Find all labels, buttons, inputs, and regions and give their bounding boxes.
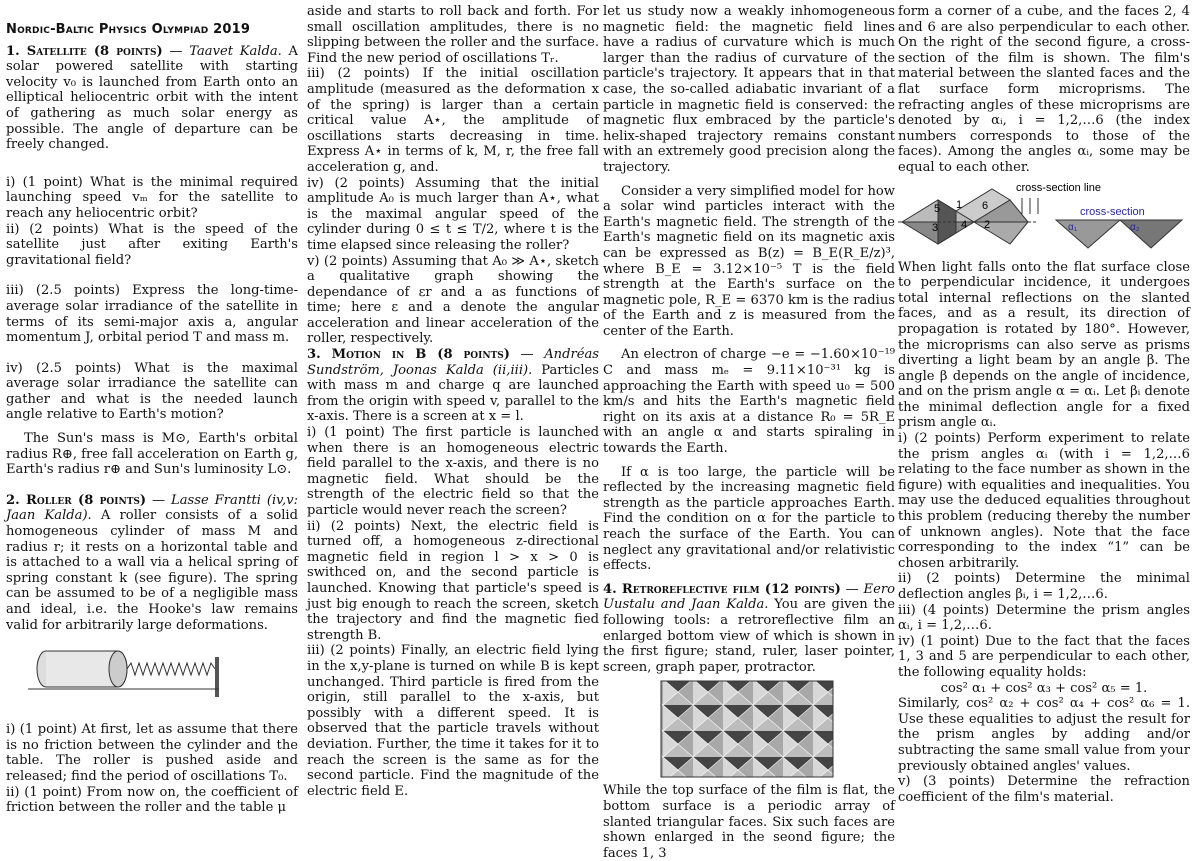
retroreflective-film-figure [603, 679, 895, 779]
problem-4-film-description: While the top surface of the film is flat, the bottom surface is a periodic array of slanted triangular faces. Six such faces are shown enlarged in the seond figure; the faces 1, 3 [603, 783, 895, 861]
problem-4-intro [603, 582, 895, 676]
problem-3-text: Particles with mass m and charge q are launched from the origin with speed v, parallel to the x-axis. There is a screen at x = l. [307, 362, 600, 425]
face-3-label: 3 [932, 221, 939, 234]
column-3 [603, 4, 895, 861]
alpha-1-label: α₁ [1068, 221, 1078, 233]
problem-1-author: — Taavet Kalda. [162, 43, 282, 59]
problem-1-text: A solar powered satellite with starting velocity v₀ is launched from Earth onto an elliptical heliocentric orbit with the intent of gathering as much solar energy as possible. The angle of departure can be freely changed. [6, 43, 299, 153]
problem-4-title: 4. Retroreflective film (12 points) [603, 581, 841, 597]
column-1 [6, 4, 298, 816]
cross-section-line-label: cross-section line [1016, 181, 1101, 194]
problem-2-title: 2. Roller (8 points) [6, 492, 147, 508]
problem-2-q-ii: ii) (1 point) From now on, the coefficient of friction between the roller and the table μ [6, 784, 298, 816]
problem-4-text: You are given the following tools: a retroreflective film an enlarged bottom view of which is shown in the first figure; stand, ruler, laser pointer, screen, graph paper, protractor. [603, 597, 895, 675]
problem-4-q-iv: iv) (1 point) Due to the fact that the faces 1, 3 and 5 are perpendicular to each other, the following equality holds: [898, 633, 1190, 680]
problem-3-q-ii: ii) (2 points) Next, the electric field is turned off, a homogeneous z-directional magnetic field in region l > x > 0 is swithced on, and the second particle is launched. Knowing that particle's speed is just big enough to reach the screen, sketch the trajectory and find the magnetic fied strength B. [307, 518, 599, 643]
roller-figure [6, 637, 298, 703]
column-2 [307, 4, 599, 799]
problem-4-prisms: When light falls onto the flat surface close to perpendicular incidence, it undergoes total internal reflections on the slanted faces, and as a result, its direction of propagation is rotated by 180°. However, the microprisms can also serve as prisms diverting a light beam by an angle β. The angle β depends on the angle of incidence, and on the prism angle α = αᵢ. Let βᵢ denote the minimal deflection angle for a fixed prism angle αᵢ. [898, 259, 1190, 431]
problem-4-similarly: Similarly, cos² α₂ + cos² α₄ + cos² α₆ = 1. Use these equalities to adjust the result for the prism angles by adding and/or subtracting the same small value from your previously obtained angles' values. [898, 696, 1190, 774]
problem-3-q-iii: iii) (2 points) Finally, an electric field lying in the x,y-plane is turned on while B is kept unchanged. Third particle is fired from the origin, still parallel to the x-axis, but possibly with a different speed. It is observed that the particle travels without deviation. Further, the time it takes for it to reach the screen is the same as for the second particle. Find the magnitude of the electric field E. [307, 643, 599, 799]
problem-4-equation: cos² α₁ + cos² α₃ + cos² α₅ = 1. [940, 680, 1148, 696]
problem-3-title: 3. Motion in B (8 points) [307, 347, 510, 363]
face-4-label: 4 [961, 218, 968, 231]
alpha-2-label: α₂ [1130, 221, 1140, 233]
problem-4-faces: form a corner of a cube, and the faces 2, 4 and 6 are also perpendicular to each other. On the right of the second figure, a cross-section of the film is shown. The film's material between the slanted faces and the flat surface form microprisms. The refracting angles of these microprisms are denoted by αᵢ, i = 1,2,…6 (the index numbers corresponds to those of the faces). Among the angles αᵢ, some may be equal to each other. [898, 4, 1190, 175]
face-2-label: 2 [984, 218, 991, 231]
problem-1-title: 1. Satellite (8 points) [6, 43, 163, 59]
problem-1-intro [6, 44, 298, 153]
problem-4-q-i: i) (2 points) Perform experiment to relate the prism angles αᵢ (with i = 1,2,…6 relating to the face number as shown in the figure) with equalities and inequalities. You may use the deduced equalities throughout this problem (reducing thereby the number of unknown angles). Note that the face corresponding to the index “1” can be chosen arbitrarily. [898, 431, 1190, 571]
problem-1-q-ii: ii) (2 points) What is the speed of the satellite just after exiting Earth's gravitational field? [6, 221, 298, 268]
problem-2-text: A roller consists of a solid homogeneous cylinder of mass M and radius r; it rests on a horizontal table and is attached to a wall via a helical spring of spring constant k (see figure). The spring can be assumed to be of a negligible mass and ideal, i.e. the Hooke's law remains valid for arbitrarily large deformations. [6, 508, 298, 633]
problem-3-author: — Andréas Sundström, Joonas Kalda (ii,iii). [307, 347, 599, 378]
problem-2-q-iii: iii) (2 points) If the initial oscillation amplitude (measured as the deformation x of the spring) is larger than a certain critical value A⋆, the amplitude of oscillations starts decreasing in time. Express A⋆ in terms of k, M, r, the free fall acceleration g, and. [307, 66, 599, 175]
problem-4-q-v: v) (3 points) Determine the refraction coefficient of the film's material. [898, 774, 1190, 805]
problem-2-cont: aside and starts to roll back and forth. For small oscillation amplitudes, there is no slipping between the roller and the surface. Find the new period of oscillations Tᵣ. [307, 4, 599, 66]
column-4 [898, 4, 1190, 805]
problem-2-q-iv: iv) (2 points) Assuming that the initial amplitude A₀ is much larger than A⋆, what is the maximal angular speed of the cylinder during 0 ≤ t ≤ T/2, where t is the time elapsed since releasing the roller? [307, 175, 599, 253]
problem-3-theory: let us study now a weakly inhomogeneous magnetic field: the magnetic field lines have a radius of curvature which is much larger than the radius of curvature of the particle's trajectory. It appears that in that case, the so-called adiabatic invariant of a particle in magnetic field is conserved: the magnetic flux embraced by the particle's helix-shaped trajectory remains constant with an extremely good precision along the trajectory. [603, 4, 895, 175]
cross-section-label: cross-section [1080, 205, 1145, 218]
problem-4-q-ii: ii) (2 points) Determine the minimal deflection angles βᵢ, i = 1,2,…6. [898, 571, 1190, 602]
problem-3-electron: An electron of charge −e = −1.60×10⁻¹⁹ C and mass mₑ = 9.11×10⁻³¹ kg is approaching the Earth with speed u₀ = 500 km/s and hits the Earth's magnetic field right on its axis at a distance R₀ = 5R_E with an angle α and starts spiraling in towards the Earth. [603, 347, 895, 457]
problem-3-question: If α is too large, the particle will be reflected by the increasing magnetic field strength as the particle approaches Earth. Find the condition on α for the particle to reach the surface of the Earth. You can neglect any gravitational and/or relativistic effects. [603, 464, 895, 574]
problem-4-author: — Eero Uustalu and Jaan Kalda. [603, 581, 895, 613]
problem-1-q-iii: iii) (2.5 points) Express the long-time-average solar irradiance of the satellite in terms of its semi-major axis a, angular momentum J, orbital period T and mass m. [6, 283, 298, 346]
problem-2-q-i: i) (1 point) At first, let as assume that there is no friction between the cylinder and the table. The roller is pushed aside and released; find the period of oscillations T₀. [6, 722, 298, 784]
face-1-label: 1 [956, 198, 963, 211]
problem-3-intro [307, 347, 599, 425]
problem-1-q-i: i) (1 point) What is the minimal required launching speed vₘ for the satellite to reach any heliocentric orbit? [6, 174, 298, 221]
face-5-label: 5 [934, 202, 941, 215]
problem-1-given: The Sun's mass is M⊙, Earth's orbital radius R⊕, free fall acceleration on Earth g, Earth's radius r⊕ and Sun's luminosity L⊙. [6, 431, 298, 478]
problem-3-q-i: i) (1 point) The first particle is launched when there is an homogeneous electric field parallel to the x-axis, and there is no magnetic field. What should be the strength of the electric field so that the particle would never reach the screen? [307, 425, 599, 518]
page-header: Nordic-Baltic Physics Olympiad 2019 [6, 22, 251, 37]
face-6-label: 6 [982, 199, 989, 212]
problem-2-q-v: v) (2 points) Assuming that A₀ ≫ A⋆, sketch a qualitative graph showing the dependance of εr and a as functions of time; here ε and a denote the angular acceleration and linear acceleration of the roller, respectively. [307, 253, 599, 347]
problem-1-q-iv: iv) (2.5 points) What is the maximal average solar irradiance the satellite can gather and what is the needed launch angle relative to Earth's motion? [6, 360, 298, 423]
problem-4-q-iii: iii) (4 points) Determine the prism angles αᵢ, i = 1,2,…6. [898, 602, 1190, 634]
problem-3-model: Consider a very simplified model for how a solar wind particles interact with the Earth's magnetic field. The strength of the Earth's magnetic field on its magnetic axis can be expressed as B(z) = B_E(R_E/z)³, where B_E = 3.12×10⁻⁵ T is the field strength at the Earth's surface on the magnetic pole, R_E = 6370 km is the radius of the Earth and z is measured from the center of the Earth. [603, 183, 895, 339]
faces-cross-section-figure [898, 178, 1190, 258]
problem-2-author: — Lasse Frantti (iv,v: Jaan Kalda). [6, 492, 298, 524]
problem-2-intro [6, 493, 298, 633]
